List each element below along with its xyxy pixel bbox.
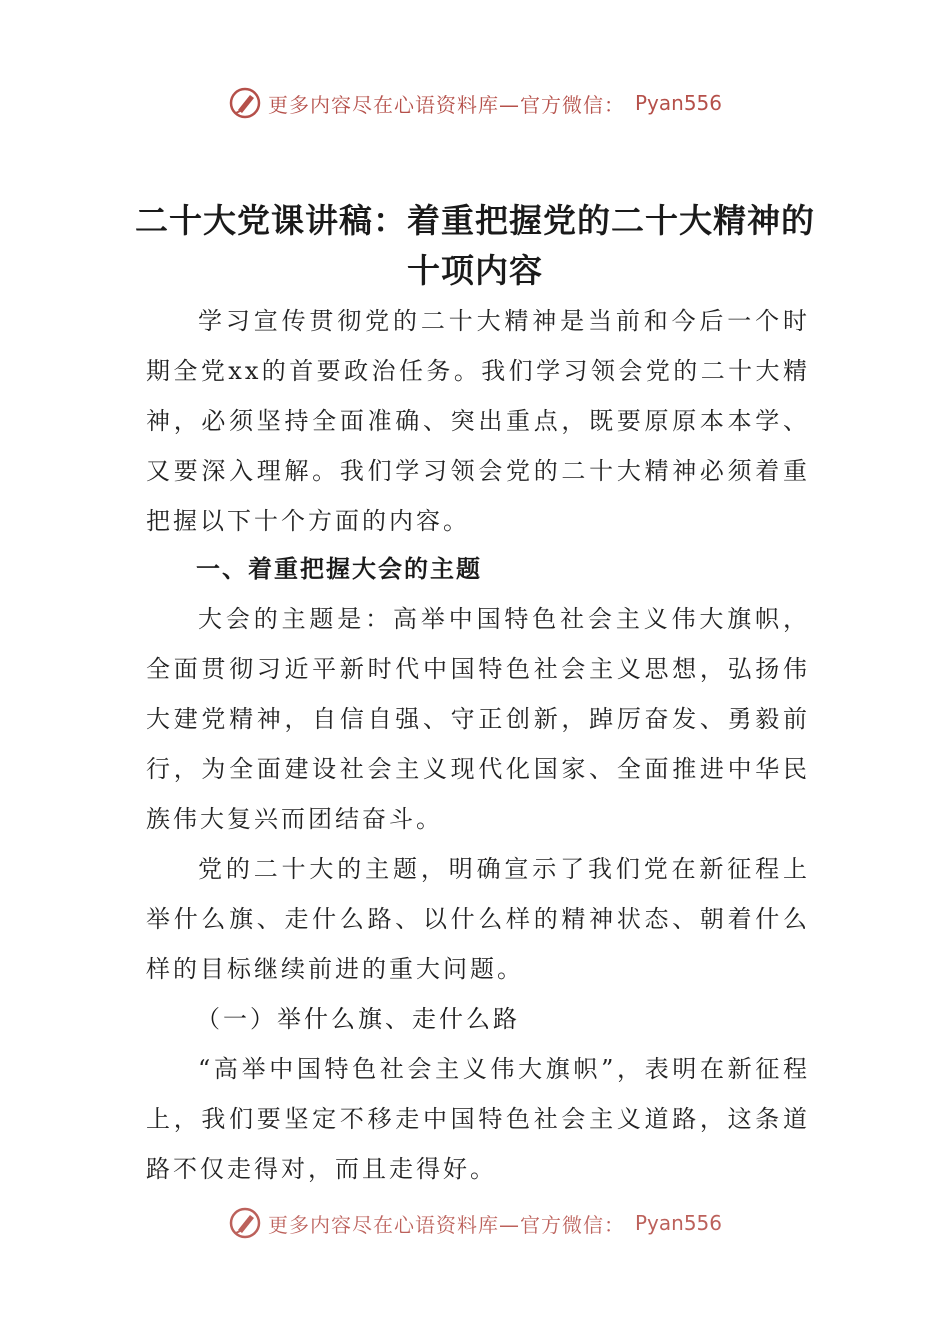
paragraph-theme: 大会的主题是：高举中国特色社会主义伟大旗帜，全面贯彻习近平新时代中国特色社会主义思想，弘扬伟大建党精神，自信自强、守正创新，踔厉奋发、勇毅前行，为全面建设社会主义现代化国家、全面推进中华民族伟大复兴而团结奋斗。 [146,605,810,833]
watermark-wechat-id: Pyan556 [634,91,722,115]
header-watermark [0,86,950,120]
paragraph-intro: 学习宣传贯彻党的二十大精神是当前和今后一个时期全党xx的首要政治任务。我们学习领会党的二十大精神，必须坚持全面准确、突出重点，既要原原本本学、又要深入理解。我们学习领会党的二十大精神必须着重把握以下十个方面的内容。 [146,307,810,535]
watermark-text: 更多内容尽在心语资料库—官方微信： [267,1212,625,1237]
document-title: 二十大党课讲稿：着重把握党的二十大精神的十项内容 [135,201,815,290]
subsection-heading-1: （一）举什么旗、走什么路 [196,1005,520,1033]
pen-logo-icon [228,86,262,120]
section-heading-1: 一、着重把握大会的主题 [196,555,482,583]
paragraph-banner: “高举中国特色社会主义伟大旗帜”，表明在新征程上，我们要坚定不移走中国特色社会主义道路，这条道路不仅走得对，而且走得好。 [146,1055,810,1183]
footer-watermark [0,1206,950,1240]
watermark-wechat-id: Pyan556 [634,1211,722,1235]
paragraph-theme-meaning: 党的二十大的主题，明确宣示了我们党在新征程上举什么旗、走什么路、以什么样的精神状态、朝着什么样的目标继续前进的重大问题。 [146,855,810,983]
watermark-text: 更多内容尽在心语资料库—官方微信： [267,92,625,117]
pen-logo-icon [228,1206,262,1240]
